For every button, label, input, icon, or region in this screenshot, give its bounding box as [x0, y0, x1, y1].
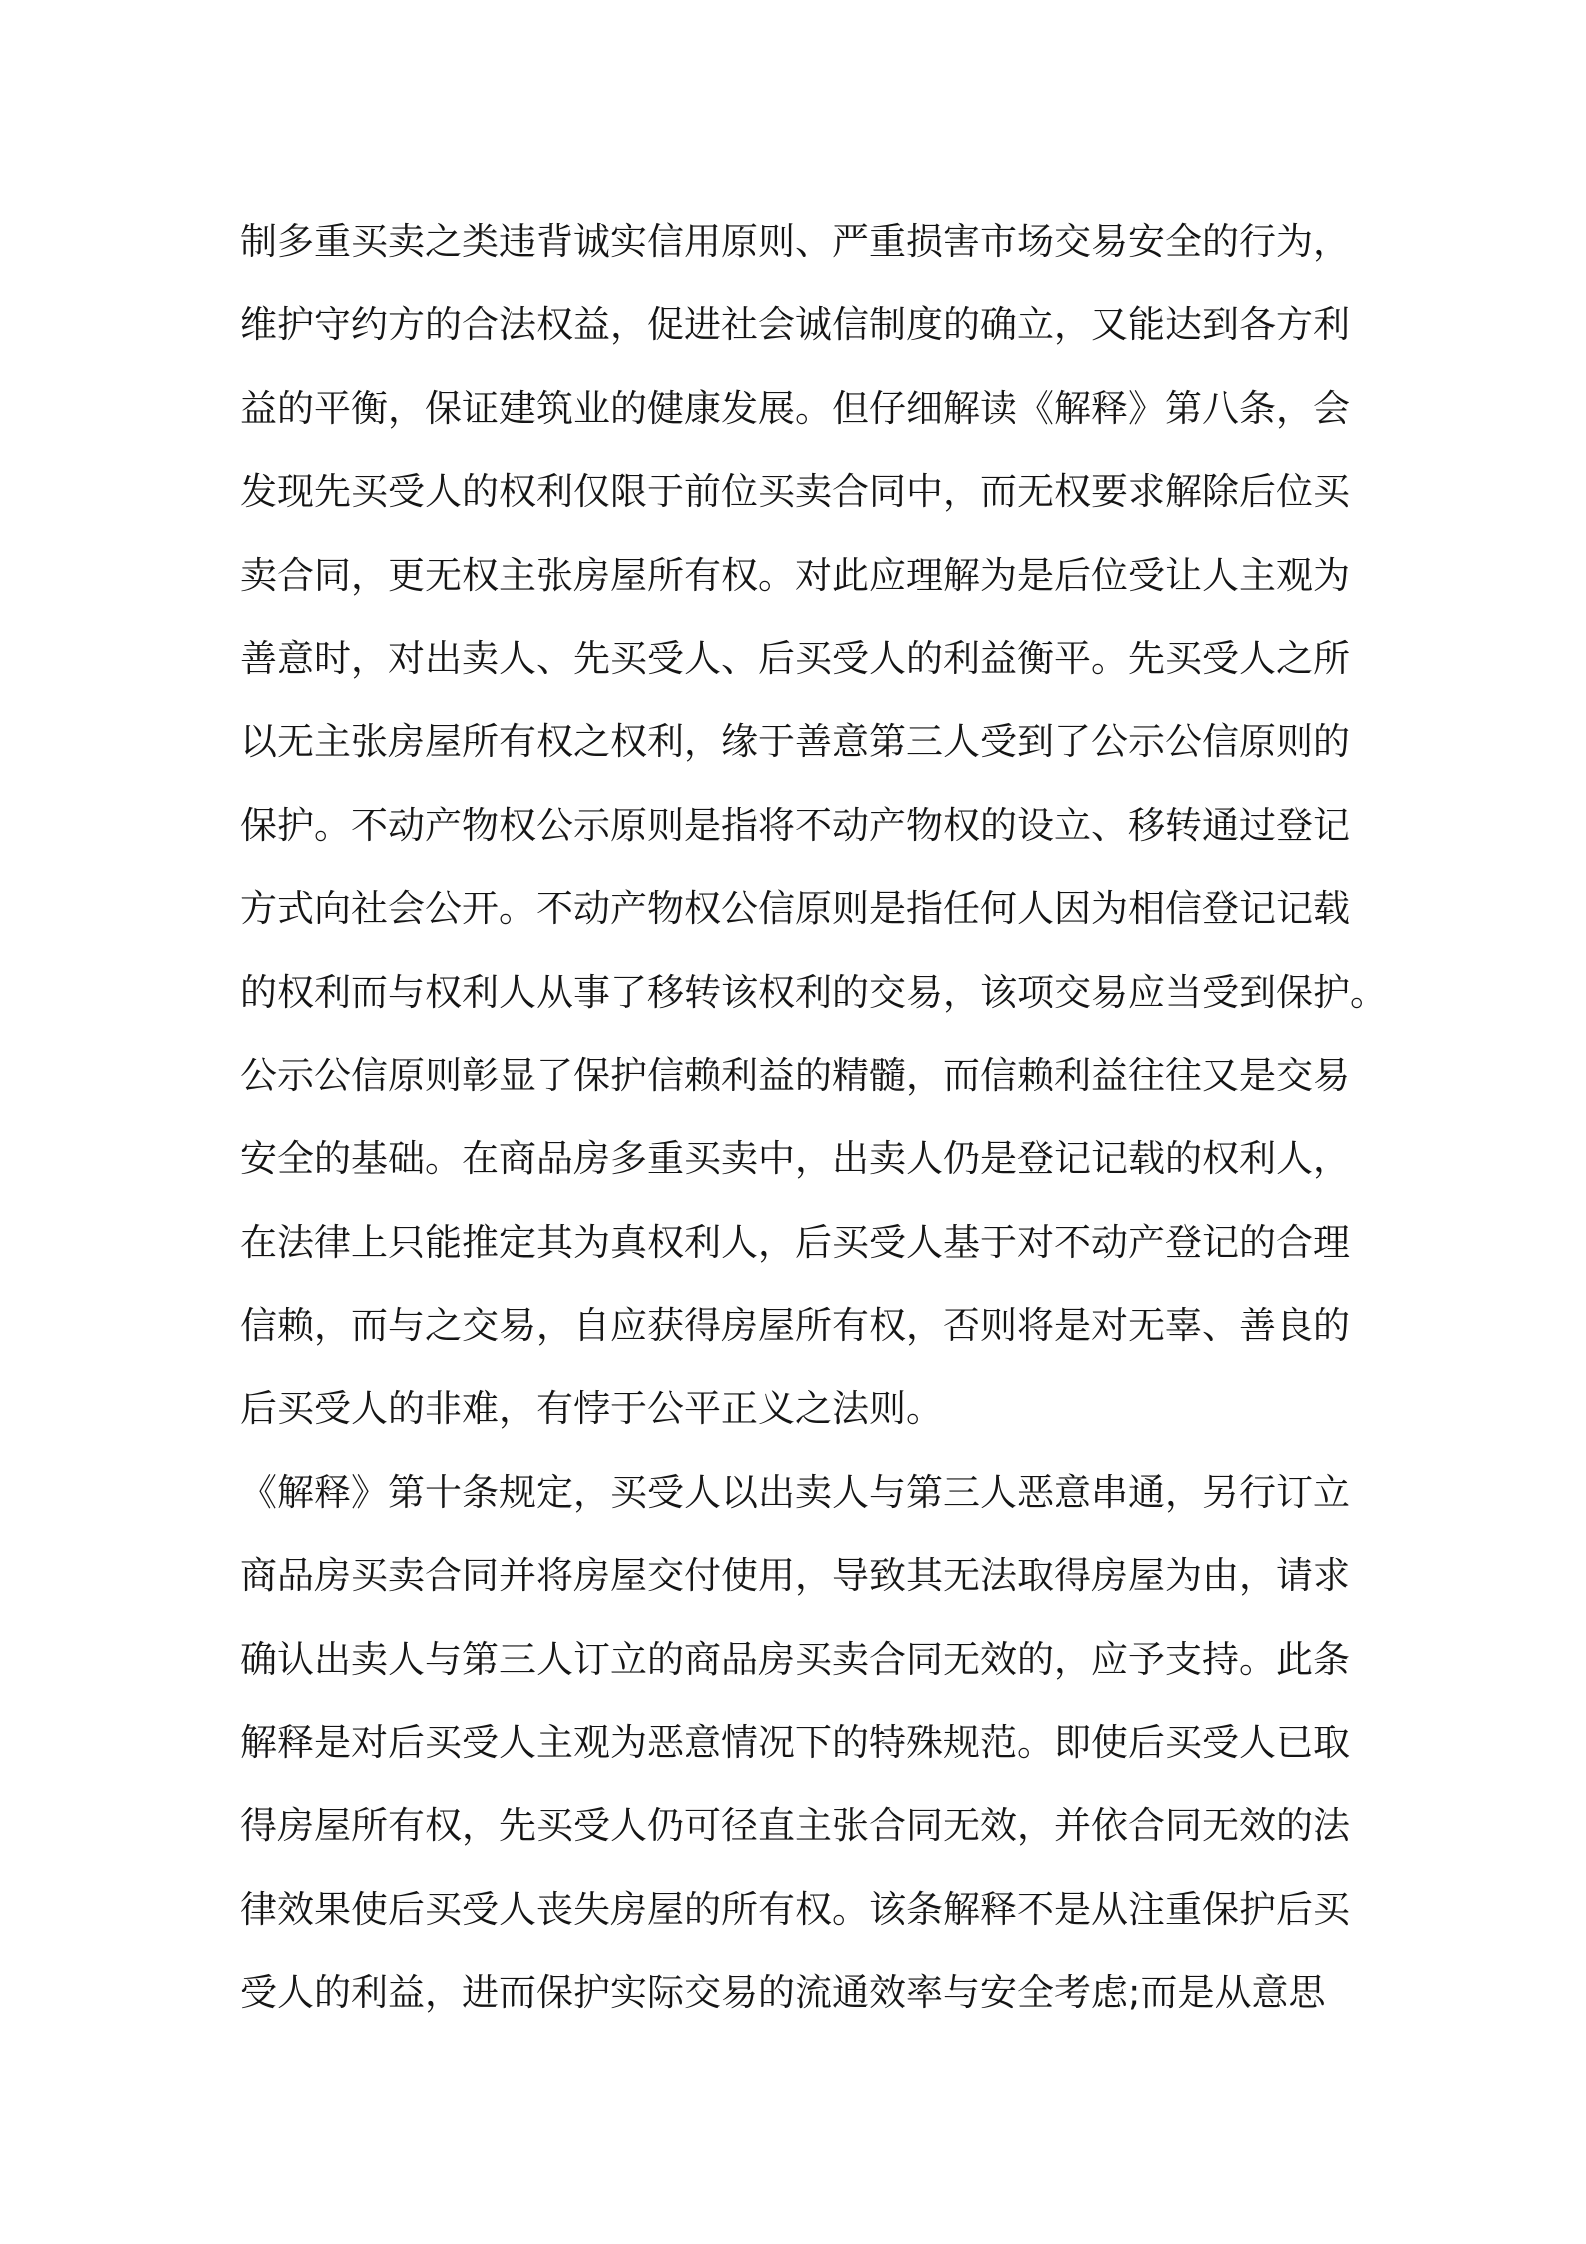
text-line: 《解释》第十条规定，买受人以出卖人与第三人恶意串通，另行订立 [240, 1470, 1350, 1514]
text-line: 信赖，而与之交易，自应获得房屋所有权，否则将是对无辜、善良的 [240, 1304, 1350, 1348]
text-line: 方式向社会公开。不动产物权公信原则是指任何人因为相信登记记载 [240, 887, 1350, 931]
text-line: 解释是对后买受人主观为恶意情况下的特殊规范。即使后买受人已取 [240, 1721, 1350, 1765]
text-line: 安全的基础。在商品房多重买卖中，出卖人仍是登记记载的权利人， [240, 1137, 1350, 1181]
text-line: 以无主张房屋所有权之权利，缘于善意第三人受到了公示公信原则的 [240, 720, 1350, 764]
text-line: 益的平衡，保证建筑业的健康发展。但仔细解读《解释》第八条，会 [240, 386, 1350, 430]
text-line: 发现先买受人的权利仅限于前位买卖合同中，而无权要求解除后位买 [240, 470, 1350, 514]
text-line: 维护守约方的合法权益，促进社会诚信制度的确立，又能达到各方利 [240, 303, 1350, 347]
text-line: 确认出卖人与第三人订立的商品房买卖合同无效的，应予支持。此条 [240, 1637, 1350, 1681]
text-line: 保护。不动产物权公示原则是指将不动产物权的设立、移转通过登记 [240, 803, 1350, 847]
text-line: 善意时，对出卖人、先买受人、后买受人的利益衡平。先买受人之所 [240, 636, 1350, 680]
text-line: 得房屋所有权，先买受人仍可径直主张合同无效，并依合同无效的法 [240, 1804, 1350, 1848]
text-line: 的权利而与权利人从事了移转该权利的交易，该项交易应当受到保护。 [240, 970, 1387, 1014]
text-line: 卖合同，更无权主张房屋所有权。对此应理解为是后位受让人主观为 [240, 553, 1350, 597]
text-line: 后买受人的非难，有悖于公平正义之法则。 [240, 1387, 943, 1431]
body-text [240, 200, 1387, 2035]
text-line: 公示公信原则彰显了保护信赖利益的精髓，而信赖利益往往又是交易 [240, 1053, 1350, 1097]
text-line: 商品房买卖合同并将房屋交付使用，导致其无法取得房屋为由，请求 [240, 1554, 1350, 1598]
text-line: 受人的利益，进而保护实际交易的流通效率与安全考虑;而是从意思 [240, 1971, 1326, 2015]
text-line: 制多重买卖之类违背诚实信用原则、严重损害市场交易安全的行为， [240, 220, 1350, 263]
text-line: 律效果使后买受人丧失房屋的所有权。该条解释不是从注重保护后买 [240, 1887, 1350, 1931]
text-line: 在法律上只能推定其为真权利人，后买受人基于对不动产登记的合理 [240, 1220, 1350, 1264]
